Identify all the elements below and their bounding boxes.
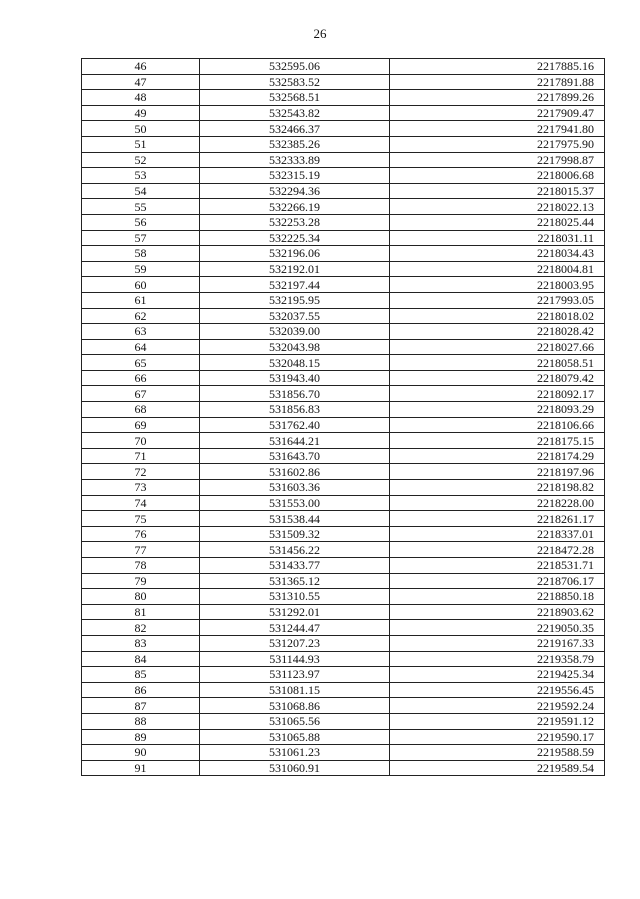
point-number-cell: 52 (82, 152, 200, 168)
point-number-cell: 86 (82, 682, 200, 698)
point-number-cell: 88 (82, 713, 200, 729)
x-coordinate-cell: 532385.26 (200, 136, 390, 152)
y-coordinate-cell: 2219425.34 (390, 667, 605, 683)
point-number-cell: 63 (82, 324, 200, 340)
x-coordinate-cell: 531643.70 (200, 448, 390, 464)
y-coordinate-cell: 2217909.47 (390, 105, 605, 121)
table-row (82, 324, 605, 340)
table-row (82, 214, 605, 230)
table-row (82, 121, 605, 137)
table-row (82, 152, 605, 168)
point-number-cell: 64 (82, 339, 200, 355)
y-coordinate-cell: 2218058.51 (390, 355, 605, 371)
point-number-cell: 72 (82, 464, 200, 480)
point-number-cell: 58 (82, 246, 200, 262)
x-coordinate-cell: 531762.40 (200, 417, 390, 433)
x-coordinate-cell: 531207.23 (200, 635, 390, 651)
point-number-cell: 89 (82, 729, 200, 745)
table-row (82, 339, 605, 355)
table-row (82, 105, 605, 121)
point-number-cell: 47 (82, 74, 200, 90)
point-number-cell: 67 (82, 386, 200, 402)
point-number-cell: 81 (82, 604, 200, 620)
x-coordinate-cell: 531292.01 (200, 604, 390, 620)
point-number-cell: 59 (82, 261, 200, 277)
y-coordinate-cell: 2218034.43 (390, 246, 605, 262)
table-row (82, 355, 605, 371)
table-row (82, 667, 605, 683)
x-coordinate-cell: 531602.86 (200, 464, 390, 480)
point-number-cell: 87 (82, 698, 200, 714)
table-row (82, 74, 605, 90)
x-coordinate-cell: 531943.40 (200, 370, 390, 386)
page-number: 26 (313, 26, 327, 41)
point-number-cell: 65 (82, 355, 200, 371)
x-coordinate-cell: 531856.70 (200, 386, 390, 402)
y-coordinate-cell: 2218337.01 (390, 526, 605, 542)
y-coordinate-cell: 2218004.81 (390, 261, 605, 277)
table-row (82, 542, 605, 558)
table-row (82, 230, 605, 246)
table-row (82, 417, 605, 433)
y-coordinate-cell: 2218093.29 (390, 402, 605, 418)
table-row (82, 292, 605, 308)
table-row (82, 370, 605, 386)
y-coordinate-cell: 2218472.28 (390, 542, 605, 558)
x-coordinate-cell: 532583.52 (200, 74, 390, 90)
table-row (82, 168, 605, 184)
y-coordinate-cell: 2219592.24 (390, 698, 605, 714)
y-coordinate-cell: 2218197.96 (390, 464, 605, 480)
point-number-cell: 54 (82, 183, 200, 199)
y-coordinate-cell: 2218228.00 (390, 495, 605, 511)
x-coordinate-cell: 532196.06 (200, 246, 390, 262)
y-coordinate-cell: 2218106.66 (390, 417, 605, 433)
y-coordinate-cell: 2218531.71 (390, 558, 605, 574)
y-coordinate-cell: 2218028.42 (390, 324, 605, 340)
table-row (82, 698, 605, 714)
point-number-cell: 90 (82, 745, 200, 761)
table-row (82, 277, 605, 293)
point-number-cell: 82 (82, 620, 200, 636)
x-coordinate-cell: 532266.19 (200, 199, 390, 215)
x-coordinate-cell: 532192.01 (200, 261, 390, 277)
y-coordinate-cell: 2218261.17 (390, 511, 605, 527)
x-coordinate-cell: 531603.36 (200, 480, 390, 496)
table-row (82, 651, 605, 667)
point-number-cell: 56 (82, 214, 200, 230)
table-row (82, 183, 605, 199)
y-coordinate-cell: 2219588.59 (390, 745, 605, 761)
table-row (82, 713, 605, 729)
y-coordinate-cell: 2218031.11 (390, 230, 605, 246)
table-row (82, 448, 605, 464)
table-row (82, 136, 605, 152)
table-row (82, 261, 605, 277)
point-number-cell: 84 (82, 651, 200, 667)
y-coordinate-cell: 2219556.45 (390, 682, 605, 698)
table-row (82, 620, 605, 636)
point-number-cell: 49 (82, 105, 200, 121)
point-number-cell: 51 (82, 136, 200, 152)
y-coordinate-cell: 2218003.95 (390, 277, 605, 293)
y-coordinate-cell: 2218079.42 (390, 370, 605, 386)
point-number-cell: 61 (82, 292, 200, 308)
x-coordinate-cell: 531456.22 (200, 542, 390, 558)
point-number-cell: 68 (82, 402, 200, 418)
y-coordinate-cell: 2218903.62 (390, 604, 605, 620)
table-row (82, 558, 605, 574)
point-number-cell: 74 (82, 495, 200, 511)
x-coordinate-cell: 532037.55 (200, 308, 390, 324)
table-row (82, 495, 605, 511)
x-coordinate-cell: 532543.82 (200, 105, 390, 121)
coordinates-table-body (82, 59, 605, 776)
table-row (82, 589, 605, 605)
x-coordinate-cell: 531081.15 (200, 682, 390, 698)
x-coordinate-cell: 531065.56 (200, 713, 390, 729)
table-row (82, 90, 605, 106)
coordinates-table (81, 58, 605, 776)
y-coordinate-cell: 2218018.02 (390, 308, 605, 324)
point-number-cell: 71 (82, 448, 200, 464)
point-number-cell: 57 (82, 230, 200, 246)
point-number-cell: 50 (82, 121, 200, 137)
x-coordinate-cell: 531068.86 (200, 698, 390, 714)
table-row (82, 573, 605, 589)
y-coordinate-cell: 2218198.82 (390, 480, 605, 496)
x-coordinate-cell: 531123.97 (200, 667, 390, 683)
y-coordinate-cell: 2217891.88 (390, 74, 605, 90)
x-coordinate-cell: 532197.44 (200, 277, 390, 293)
point-number-cell: 55 (82, 199, 200, 215)
table-row (82, 745, 605, 761)
y-coordinate-cell: 2218006.68 (390, 168, 605, 184)
point-number-cell: 62 (82, 308, 200, 324)
y-coordinate-cell: 2217885.16 (390, 59, 605, 75)
x-coordinate-cell: 531538.44 (200, 511, 390, 527)
table-row (82, 433, 605, 449)
point-number-cell: 77 (82, 542, 200, 558)
point-number-cell: 91 (82, 760, 200, 776)
x-coordinate-cell: 531310.55 (200, 589, 390, 605)
x-coordinate-cell: 532253.28 (200, 214, 390, 230)
y-coordinate-cell: 2219589.54 (390, 760, 605, 776)
point-number-cell: 73 (82, 480, 200, 496)
y-coordinate-cell: 2218022.13 (390, 199, 605, 215)
x-coordinate-cell: 532039.00 (200, 324, 390, 340)
table-row (82, 386, 605, 402)
table-row (82, 526, 605, 542)
y-coordinate-cell: 2217899.26 (390, 90, 605, 106)
point-number-cell: 70 (82, 433, 200, 449)
table-row (82, 635, 605, 651)
x-coordinate-cell: 531553.00 (200, 495, 390, 511)
x-coordinate-cell: 531144.93 (200, 651, 390, 667)
y-coordinate-cell: 2218025.44 (390, 214, 605, 230)
y-coordinate-cell: 2217993.05 (390, 292, 605, 308)
y-coordinate-cell: 2218174.29 (390, 448, 605, 464)
x-coordinate-cell: 531433.77 (200, 558, 390, 574)
table-row (82, 246, 605, 262)
point-number-cell: 85 (82, 667, 200, 683)
point-number-cell: 80 (82, 589, 200, 605)
x-coordinate-cell: 532568.51 (200, 90, 390, 106)
point-number-cell: 75 (82, 511, 200, 527)
y-coordinate-cell: 2219167.33 (390, 635, 605, 651)
y-coordinate-cell: 2217998.87 (390, 152, 605, 168)
x-coordinate-cell: 532048.15 (200, 355, 390, 371)
x-coordinate-cell: 531509.32 (200, 526, 390, 542)
table-row (82, 604, 605, 620)
y-coordinate-cell: 2217941.80 (390, 121, 605, 137)
y-coordinate-cell: 2218850.18 (390, 589, 605, 605)
table-row (82, 464, 605, 480)
point-number-cell: 69 (82, 417, 200, 433)
x-coordinate-cell: 531644.21 (200, 433, 390, 449)
point-number-cell: 48 (82, 90, 200, 106)
x-coordinate-cell: 531060.91 (200, 760, 390, 776)
y-coordinate-cell: 2219050.35 (390, 620, 605, 636)
y-coordinate-cell: 2217975.90 (390, 136, 605, 152)
x-coordinate-cell: 532466.37 (200, 121, 390, 137)
y-coordinate-cell: 2219590.17 (390, 729, 605, 745)
y-coordinate-cell: 2219358.79 (390, 651, 605, 667)
x-coordinate-cell: 532043.98 (200, 339, 390, 355)
x-coordinate-cell: 532195.95 (200, 292, 390, 308)
y-coordinate-cell: 2219591.12 (390, 713, 605, 729)
table-row (82, 402, 605, 418)
y-coordinate-cell: 2218015.37 (390, 183, 605, 199)
point-number-cell: 46 (82, 59, 200, 75)
x-coordinate-cell: 531061.23 (200, 745, 390, 761)
point-number-cell: 76 (82, 526, 200, 542)
point-number-cell: 66 (82, 370, 200, 386)
y-coordinate-cell: 2218092.17 (390, 386, 605, 402)
table-row (82, 682, 605, 698)
x-coordinate-cell: 531244.47 (200, 620, 390, 636)
point-number-cell: 60 (82, 277, 200, 293)
x-coordinate-cell: 531856.83 (200, 402, 390, 418)
table-row (82, 59, 605, 75)
x-coordinate-cell: 532333.89 (200, 152, 390, 168)
table-row (82, 760, 605, 776)
point-number-cell: 78 (82, 558, 200, 574)
table-row (82, 199, 605, 215)
point-number-cell: 79 (82, 573, 200, 589)
table-row (82, 729, 605, 745)
y-coordinate-cell: 2218027.66 (390, 339, 605, 355)
x-coordinate-cell: 532294.36 (200, 183, 390, 199)
point-number-cell: 83 (82, 635, 200, 651)
y-coordinate-cell: 2218175.15 (390, 433, 605, 449)
x-coordinate-cell: 531365.12 (200, 573, 390, 589)
point-number-cell: 53 (82, 168, 200, 184)
x-coordinate-cell: 532315.19 (200, 168, 390, 184)
table-row (82, 480, 605, 496)
table-row (82, 511, 605, 527)
x-coordinate-cell: 532225.34 (200, 230, 390, 246)
x-coordinate-cell: 532595.06 (200, 59, 390, 75)
table-row (82, 308, 605, 324)
y-coordinate-cell: 2218706.17 (390, 573, 605, 589)
x-coordinate-cell: 531065.88 (200, 729, 390, 745)
